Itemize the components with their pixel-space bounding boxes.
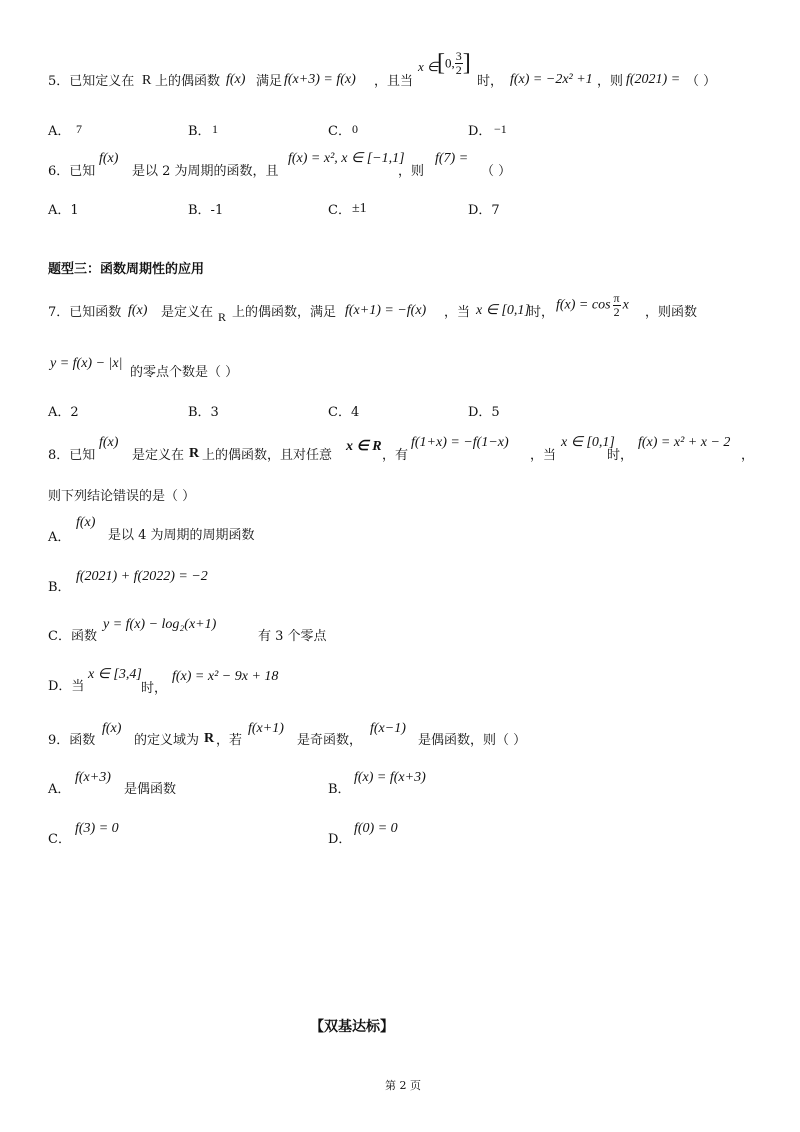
q5-option-b-value: 1	[212, 122, 218, 136]
q9-option-c-expr: f(3) = 0	[75, 821, 119, 836]
q8-option-a-label: A．	[48, 530, 71, 545]
q9-text-b: 的定义域为	[134, 733, 200, 748]
q8-option-c-expr: y = f(x) − log₂(x+1)	[103, 617, 217, 632]
q6-paren: （ ）	[481, 164, 512, 179]
q7-text-b: 是定义在	[161, 305, 214, 320]
q6-definition: f(x) = x², x ∈ [−1,1]	[288, 151, 405, 166]
q8-interval: x ∈ [0,1]	[561, 435, 615, 450]
q9-text-c: ，若	[216, 733, 243, 748]
q7-text-a: 7．已知函数	[48, 305, 122, 320]
q5-text-d: ，且当	[374, 74, 414, 89]
q7-fx: f(x)	[128, 303, 148, 318]
q5-option-a-value: 7	[76, 122, 82, 136]
q8-option-d-interval: x ∈ [3,4]	[88, 667, 142, 682]
q9-text-a: 9．函数	[48, 733, 96, 748]
q9-odd-function: f(x+1)	[248, 721, 284, 736]
q5-text-b: 上的偶函数	[155, 74, 221, 89]
q8-option-d-label: D．当	[48, 679, 85, 694]
q6-option-c-value: ±1	[352, 201, 367, 216]
q9-text-d: 是奇函数，	[297, 733, 363, 748]
q8-question-text: 则下列结论错误的是（ ）	[48, 489, 196, 504]
q7-option-d: D．5	[468, 405, 500, 420]
q8-fx: f(x)	[99, 435, 119, 450]
q5-condition: f(x+3) = f(x)	[284, 72, 356, 87]
q5-fx: f(x)	[226, 72, 246, 87]
q8-option-d-text: 时，	[141, 681, 168, 696]
q7-condition: f(x+1) = −f(x)	[345, 303, 427, 318]
q6-text-c: ，则	[398, 164, 425, 179]
q8-text-f: 时，	[607, 448, 634, 463]
page-number: 第 2 页	[385, 1079, 421, 1092]
q6-option-c-label: C．	[328, 203, 351, 218]
q8-option-b-expr: f(2021) + f(2022) = −2	[76, 569, 208, 584]
q8-text-d: ，有	[382, 448, 409, 463]
q8-text-c: 上的偶函数，且对任意	[202, 448, 333, 463]
q7-text-e: 时，	[528, 305, 555, 320]
q5-definition: f(x) = −2x² +1	[510, 72, 593, 87]
q6-text-a: 6．已知	[48, 164, 96, 179]
q9-option-b-expr: f(x) = f(x+3)	[354, 770, 426, 785]
q6-option-b: B．-1	[188, 203, 224, 218]
q5-option-a-label: A．	[48, 124, 71, 139]
q8-x-in-r: x ∈ R	[346, 439, 382, 454]
q8-text-g: ，	[741, 448, 755, 463]
q5-text-f: ，则	[597, 74, 624, 89]
q7-option-b: B．3	[188, 405, 219, 420]
q8-option-d-expr: f(x) = x² − 9x + 18	[172, 669, 279, 684]
q5-paren: （ ）	[686, 74, 717, 89]
q7-question-text: 的零点个数是（ ）	[130, 365, 239, 380]
footer-section-title: 【双基达标】	[310, 1019, 394, 1035]
q5-option-d-value: −1	[494, 122, 507, 136]
q6-ask: f(7) =	[435, 151, 469, 166]
q8-option-c-text: 有 3 个零点	[258, 629, 327, 644]
q6-option-d: D．7	[468, 203, 500, 218]
q7-option-a: A．2	[48, 405, 79, 420]
q5-set-r: R	[142, 73, 152, 88]
q8-option-a-expr: f(x)	[76, 515, 96, 530]
q7-definition: f(x) = cos $\frac{\pi}{2}$ x	[556, 291, 629, 319]
q8-set-r: R	[189, 446, 200, 461]
q8-option-c-label: C．函数	[48, 629, 97, 644]
q9-option-c-label: C．	[48, 832, 71, 847]
q8-condition: f(1+x) = −f(1−x)	[411, 435, 509, 450]
q5-interval-pre: x ∈	[418, 59, 439, 74]
q9-option-a-text: 是偶函数	[124, 782, 177, 797]
q9-set-r: R	[204, 731, 215, 746]
q9-option-a-expr: f(x+3)	[75, 770, 111, 785]
q9-option-b-label: B．	[328, 782, 351, 797]
q6-fx: f(x)	[99, 151, 119, 166]
q9-option-d-expr: f(0) = 0	[354, 821, 398, 836]
q5-ask: f(2021) =	[626, 72, 681, 87]
q7-text-f: ，则函数	[645, 305, 698, 320]
q5-option-d-label: D．	[468, 124, 492, 139]
q8-definition: f(x) = x² + x − 2	[638, 435, 731, 450]
q8-text-b: 是定义在	[132, 448, 185, 463]
q5-option-b-label: B．	[188, 124, 211, 139]
q8-text-a: 8．已知	[48, 448, 96, 463]
q8-option-a-text: 是以 4 为周期的周期函数	[108, 528, 255, 543]
q5-interval: [0, $\frac{3}{2}$ ]	[437, 49, 471, 77]
q9-even-function: f(x−1)	[370, 721, 406, 736]
q9-fx: f(x)	[102, 721, 122, 736]
q6-option-a: A．1	[48, 203, 79, 218]
section-title: 题型三：函数周期性的应用	[48, 262, 205, 277]
q8-option-b-label: B．	[48, 580, 71, 595]
q9-option-a-label: A．	[48, 782, 71, 797]
q7-text-d: ，当	[444, 305, 471, 320]
q5-text-c: 满足	[256, 74, 283, 89]
q5-option-c-label: C．	[328, 124, 351, 139]
q5-text-a: 5．已知定义在	[48, 74, 135, 89]
q5-text-e: 时，	[477, 74, 504, 89]
q6-text-b: 是以 2 为周期的函数，且	[132, 164, 279, 179]
q8-text-e: ，当	[530, 448, 557, 463]
q7-text-c: 上的偶函数，满足	[232, 305, 337, 320]
q7-interval: x ∈ [0,1]	[476, 303, 530, 318]
q7-set-r: R	[218, 310, 227, 324]
q5-option-c-value: 0	[352, 122, 358, 136]
q9-text-e: 是偶函数，则（ ）	[418, 733, 527, 748]
q9-option-d-label: D．	[328, 832, 352, 847]
q7-option-c: C．4	[328, 405, 360, 420]
q7-zero-function: y = f(x) − |x|	[50, 356, 123, 371]
